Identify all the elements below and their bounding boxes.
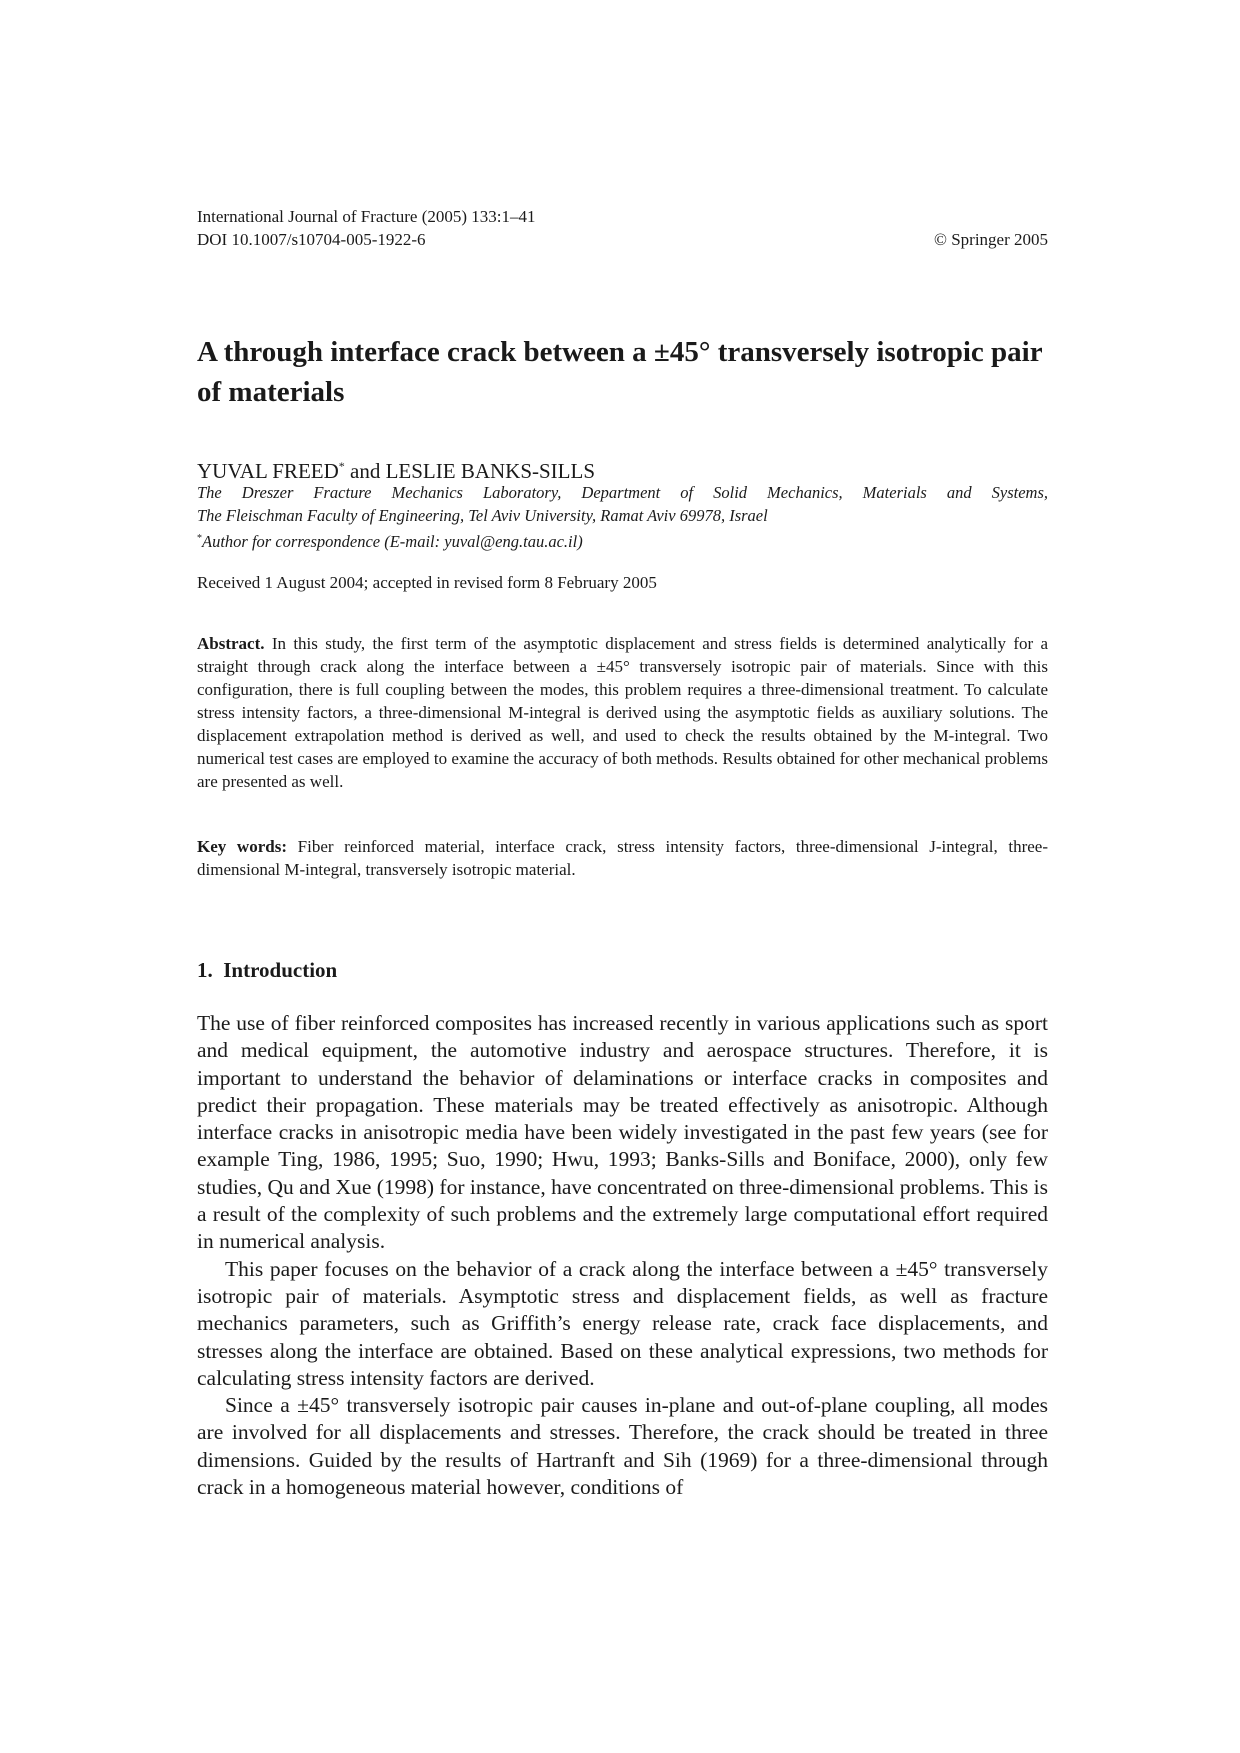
journal-header — [197, 205, 1048, 251]
abstract-label: Abstract. — [197, 634, 265, 653]
correspondence-mark: * — [197, 533, 202, 544]
affiliation — [197, 481, 1048, 553]
keywords — [197, 835, 1048, 881]
author-list — [197, 453, 1048, 484]
affiliation-line: The Dreszer Fracture Mechanics Laboratory, Department of Solid Mechanics, Materials and Systems, — [197, 483, 1048, 502]
author-name: LESLIE BANKS-SILLS — [385, 459, 596, 483]
author-conjunction: and — [350, 459, 381, 483]
author-name: YUVAL FREED — [197, 459, 339, 483]
correspondence-text: Author for correspondence (E-mail: yuval@eng.tau.ac.il) — [202, 532, 583, 551]
section-heading — [197, 957, 337, 983]
section-number: 1. — [197, 958, 213, 982]
journal-citation: International Journal of Fracture (2005) 133:1–41 — [197, 207, 536, 226]
keywords-text: Fiber reinforced material, interface crack, stress intensity factors, three-dimensional J-integral, three-dimensional M-integral, transversely isotropic material. — [197, 837, 1048, 879]
paragraph: The use of fiber reinforced composites has increased recently in various applications such as sport and medical equipment, the automotive industry and aerospace structures. Therefore, it is important to understand the behavior of delaminations or interface cracks in composites and predict their propagation. These materials may be treated effectively as anisotropic. Although interface cracks in anisotropic media have been widely investigated in the past few years (see for example Ting, 1986, 1995; Suo, 1990; Hwu, 1993; Banks-Sills and Boniface, 2000), only few studies, Qu and Xue (1998) for instance, have concentrated on three-dimensional problems. This is a result of the complexity of such problems and the extremely large computational effort required in numerical analysis. — [197, 1011, 1049, 1254]
paper-title: A through interface crack between a ±45° transversely isotropic pair of materials — [197, 336, 1043, 408]
affiliation-line: The Fleischman Faculty of Engineering, Tel Aviv University, Ramat Aviv 69978, Israel — [197, 506, 768, 525]
body-text — [197, 1010, 1048, 1501]
copyright: © Springer 2005 — [934, 230, 1048, 249]
correspondence-line — [197, 527, 1048, 553]
abstract-text: In this study, the first term of the asymptotic displacement and stress fields is determined analytically for a straight through crack along the interface between a ±45° transversely isotropic pair of materials. Since with this configuration, there is full coupling between the modes, this problem requires a three-dimensional treatment. To calculate stress intensity factors, a three-dimensional M-integral is derived using the asymptotic fields as auxiliary solutions. The displacement extrapolation method is derived as well, and used to check the results obtained by the M-integral. Two numerical test cases are employed to examine the accuracy of both methods. Results obtained for other mechanical problems are presented as well. — [197, 634, 1049, 791]
received-dates: Received 1 August 2004; accepted in revised form 8 February 2005 — [197, 573, 657, 592]
abstract — [197, 632, 1048, 793]
doi: DOI 10.1007/s10704-005-1922-6 — [197, 230, 426, 249]
paragraph: Since a ±45° transversely isotropic pair causes in-plane and out-of-plane coupling, all modes are involved for all displacements and stresses. Therefore, the crack should be treated in three dimensions. Guided by the results of Hartranft and Sih (1969) for a three-dimensional through crack in a homogeneous material however, conditions of — [197, 1393, 1048, 1500]
correspondence-mark: * — [338, 459, 345, 473]
paragraph: This paper focuses on the behavior of a crack along the interface between a ±45° transversely isotropic pair of materials. Asymptotic stress and displacement fields, as well as fracture mechanics parameters, such as Griffith’s energy release rate, crack face displacements, and stresses along the interface are obtained. Based on these analytical expressions, two methods for calculating stress intensity factors are derived. — [197, 1256, 1048, 1390]
section-title: Introduction — [223, 958, 338, 982]
keywords-label: Key words: — [197, 837, 287, 856]
